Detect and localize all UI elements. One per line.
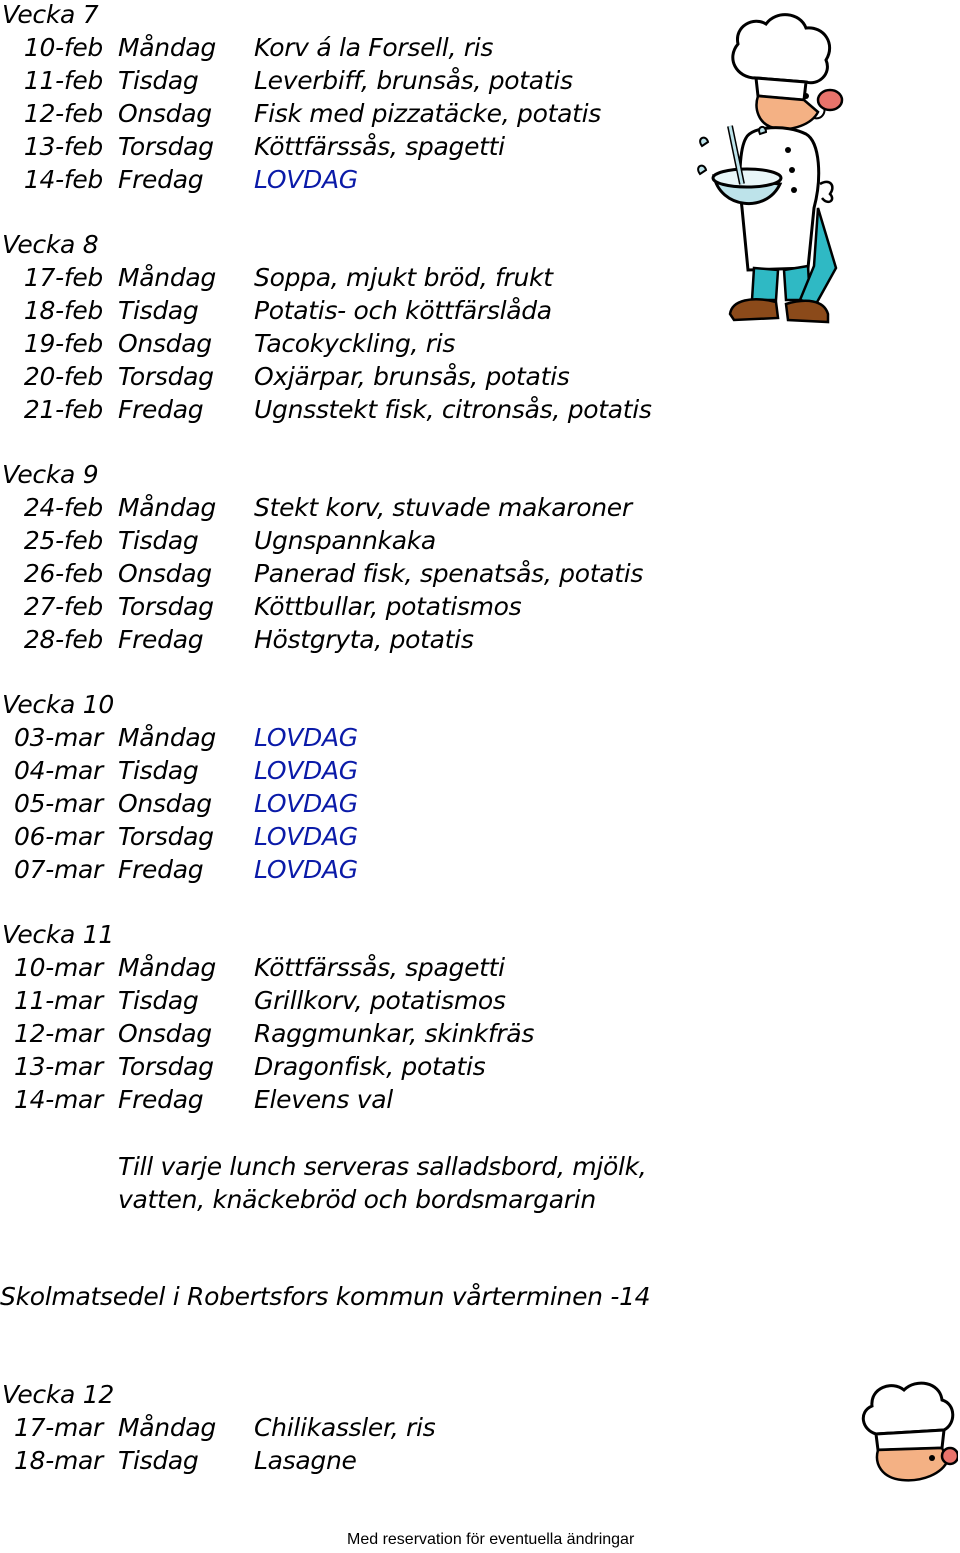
menu-date: 18-feb — [23, 296, 103, 325]
menu-date: 18-mar — [14, 1446, 103, 1475]
menu-weekday: Måndag — [118, 1413, 216, 1442]
menu-row — [0, 1085, 960, 1115]
menu-dish: Dragonfisk, potatis — [254, 1052, 486, 1081]
menu-weekday: Måndag — [118, 33, 216, 62]
holiday-label: LOVDAG — [254, 756, 358, 785]
menu-weekday: Fredag — [118, 1085, 204, 1114]
menu-row — [0, 1019, 960, 1049]
holiday-label: LOVDAG — [254, 789, 358, 818]
menu-weekday: Tisdag — [118, 986, 199, 1015]
menu-weekday: Fredag — [118, 395, 204, 424]
menu-dish: Oxjärpar, brunsås, potatis — [254, 362, 570, 391]
menu-dish: Raggmunkar, skinkfräs — [254, 1019, 535, 1048]
menu-row — [0, 625, 960, 655]
page-title: Skolmatsedel i Robertsfors kommun vårterminen -14 — [0, 1282, 651, 1311]
menu-date: 27-feb — [23, 592, 103, 621]
menu-date: 25-feb — [23, 526, 103, 555]
week-title: Vecka 9 — [2, 460, 99, 489]
menu-date: 24-feb — [23, 493, 103, 522]
menu-dish: Fisk med pizzatäcke, potatis — [254, 99, 601, 128]
menu-row — [0, 986, 960, 1016]
menu-dish: Chilikassler, ris — [254, 1413, 436, 1442]
menu-row — [0, 329, 960, 359]
menu-dish: Ugnspannkaka — [254, 526, 436, 555]
menu-weekday: Måndag — [118, 723, 216, 752]
week-title: Vecka 8 — [2, 230, 99, 259]
chef-head-icon — [858, 1378, 958, 1482]
holiday-label: LOVDAG — [254, 165, 358, 194]
menu-date: 04-mar — [14, 756, 103, 785]
menu-date: 21-feb — [23, 395, 103, 424]
chef-stirring-bowl-icon — [696, 8, 846, 328]
menu-weekday: Torsdag — [118, 592, 214, 621]
menu-date: 12-feb — [23, 99, 103, 128]
menu-weekday: Måndag — [118, 263, 216, 292]
menu-weekday: Onsdag — [118, 99, 212, 128]
menu-dish: Tacokyckling, ris — [254, 329, 456, 358]
menu-dish: Köttfärssås, spagetti — [254, 953, 505, 982]
holiday-label: LOVDAG — [254, 855, 358, 884]
menu-date: 26-feb — [23, 559, 103, 588]
menu-weekday: Fredag — [118, 855, 204, 884]
menu-weekday: Torsdag — [118, 132, 214, 161]
menu-date: 20-feb — [23, 362, 103, 391]
menu-row — [0, 855, 960, 885]
menu-row — [0, 526, 960, 556]
menu-weekday: Onsdag — [118, 559, 212, 588]
menu-date: 11-feb — [23, 66, 103, 95]
menu-row — [0, 559, 960, 589]
week-title: Vecka 7 — [2, 0, 99, 29]
menu-date: 14-mar — [14, 1085, 103, 1114]
menu-date: 13-mar — [14, 1052, 103, 1081]
menu-dish: Leverbiff, brunsås, potatis — [254, 66, 573, 95]
menu-row — [0, 822, 960, 852]
menu-date: 10-mar — [14, 953, 103, 982]
menu-date: 28-feb — [23, 625, 103, 654]
menu-dish: Potatis- och köttfärslåda — [254, 296, 552, 325]
menu-dish: Grillkorv, potatismos — [254, 986, 506, 1015]
menu-dish: Elevens val — [254, 1085, 393, 1114]
menu-weekday: Tisdag — [118, 526, 199, 555]
menu-date: 17-feb — [23, 263, 103, 292]
menu-weekday: Fredag — [118, 165, 204, 194]
menu-row — [0, 1413, 960, 1443]
menu-dish: Panerad fisk, spenatsås, potatis — [254, 559, 644, 588]
menu-weekday: Tisdag — [118, 756, 199, 785]
menu-date: 12-mar — [14, 1019, 103, 1048]
menu-row — [0, 953, 960, 983]
menu-row — [0, 1052, 960, 1082]
menu-date: 14-feb — [23, 165, 103, 194]
menu-date: 03-mar — [14, 723, 103, 752]
lunch-note-line-2: vatten, knäckebröd och bordsmargarin — [118, 1185, 596, 1214]
menu-date: 17-mar — [14, 1413, 103, 1442]
menu-weekday: Onsdag — [118, 1019, 212, 1048]
menu-dish: Soppa, mjukt bröd, frukt — [254, 263, 553, 292]
menu-weekday: Måndag — [118, 953, 216, 982]
menu-dish: Ugnsstekt fisk, citronsås, potatis — [254, 395, 652, 424]
week-title: Vecka 12 — [2, 1380, 114, 1409]
menu-row — [0, 362, 960, 392]
week-title: Vecka 10 — [2, 690, 114, 719]
menu-row — [0, 789, 960, 819]
menu-row — [0, 493, 960, 523]
menu-date: 10-feb — [23, 33, 103, 62]
menu-dish: Korv á la Forsell, ris — [254, 33, 494, 62]
menu-row — [0, 395, 960, 425]
menu-row — [0, 592, 960, 622]
menu-dish: Köttbullar, potatismos — [254, 592, 522, 621]
menu-dish: Höstgryta, potatis — [254, 625, 474, 654]
menu-row — [0, 756, 960, 786]
menu-weekday: Fredag — [118, 625, 204, 654]
menu-date: 05-mar — [14, 789, 103, 818]
menu-dish: Stekt korv, stuvade makaroner — [254, 493, 632, 522]
menu-weekday: Tisdag — [118, 296, 199, 325]
menu-date: 13-feb — [23, 132, 103, 161]
menu-row — [0, 1446, 960, 1476]
menu-weekday: Onsdag — [118, 329, 212, 358]
holiday-label: LOVDAG — [254, 723, 358, 752]
menu-row — [0, 723, 960, 753]
menu-weekday: Onsdag — [118, 789, 212, 818]
menu-weekday: Torsdag — [118, 1052, 214, 1081]
menu-dish: Köttfärssås, spagetti — [254, 132, 505, 161]
menu-date: 06-mar — [14, 822, 103, 851]
menu-weekday: Måndag — [118, 493, 216, 522]
menu-weekday: Torsdag — [118, 822, 214, 851]
menu-date: 19-feb — [23, 329, 103, 358]
footer-disclaimer: Med reservation för eventuella ändringar — [347, 1531, 635, 1548]
menu-date: 11-mar — [14, 986, 103, 1015]
menu-weekday: Tisdag — [118, 1446, 199, 1475]
menu-dish: Lasagne — [254, 1446, 357, 1475]
week-title: Vecka 11 — [2, 920, 114, 949]
lunch-note-line-1: Till varje lunch serveras salladsbord, mjölk, — [118, 1152, 647, 1181]
holiday-label: LOVDAG — [254, 822, 358, 851]
menu-weekday: Tisdag — [118, 66, 199, 95]
menu-weekday: Torsdag — [118, 362, 214, 391]
menu-date: 07-mar — [14, 855, 103, 884]
